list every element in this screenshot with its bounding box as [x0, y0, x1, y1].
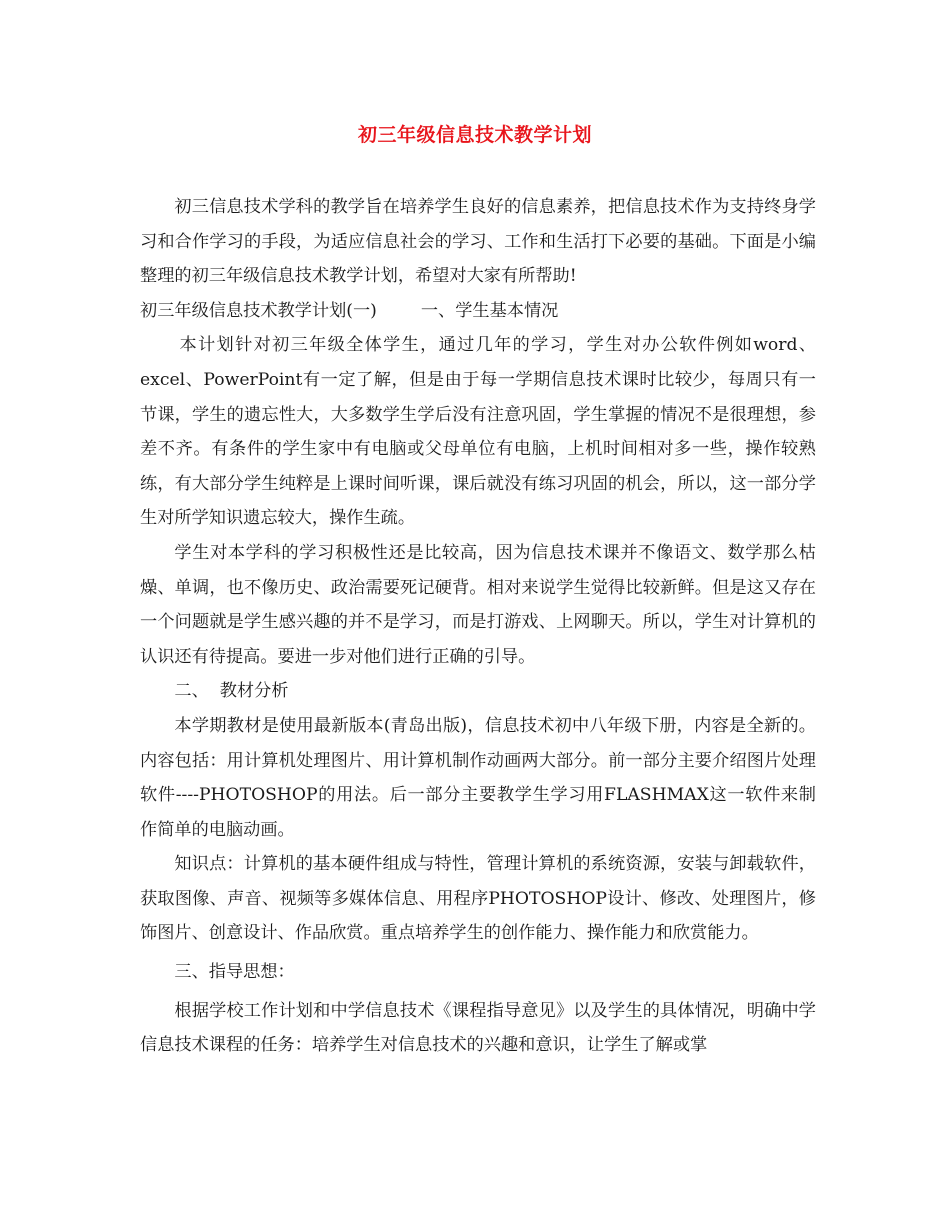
section2-paragraph-1: 本学期教材是使用最新版本(青岛出版)，信息技术初中八年级下册，内容是全新的。内容包括：用计算机处理图片、用计算机制作动画两大部分。前一部分主要介绍图片处理软件----PHOTOSHOP的用法。后一部分主要教学生学习用FLASHMAX这一软件来制作简单的电脑动画。 — [140, 715, 816, 840]
plan-heading: 初三年级信息技术教学计划(一) — [140, 300, 377, 321]
section1-paragraph-1: 本计划针对初三年级全体学生，通过几年的学习，学生对办公软件例如word、excel、PowerPoint有一定了解，但是由于每一学期信息技术课时比较少，每周只有一节课，学生的遗忘性大，大多数学生学后没有注意巩固，学生掌握的情况不是很理想，参差不齐。有条件的学生家中有电脑或父母单位有电脑，上机时间相对多一些，操作较熟练，有大部分学生纯粹是上课时间听课，课后就没有练习巩固的机会，所以，这一部分学生对所学知识遗忘较大，操作生疏。 — [140, 335, 816, 529]
plan-heading-line — [140, 294, 816, 329]
section2-heading: 二、 教材分析 — [174, 681, 289, 702]
document-title: 初三年级信息技术教学计划 — [357, 124, 592, 146]
section1-paragraph-2: 学生对本学科的学习积极性还是比较高，因为信息技术课并不像语文、数学那么枯燥、单调，也不像历史、政治需要死记硬背。相对来说学生觉得比较新鲜。但是这又存在一个问题就是学生感兴趣的并不是学习，而是打游戏、上网聊天。所以，学生对计算机的认识还有待提高。要进一步对他们进行正确的引导。 — [140, 542, 816, 667]
document-body — [140, 190, 816, 1063]
section3-heading: 三、指导思想： — [174, 962, 295, 983]
section2-paragraph-2: 知识点：计算机的基本硬件组成与特性，管理计算机的系统资源，安装与卸载软件，获取图像、声音、视频等多媒体信息、用程序PHOTOSHOP设计、修改、处理图片，修饰图片、创意设计、作品欣赏。重点培养学生的创作能力、操作能力和欣赏能力。 — [140, 854, 816, 944]
section3-paragraph-1: 根据学校工作计划和中学信息技术《课程指导意见》以及学生的具体情况，明确中学信息技术课程的任务：培养学生对信息技术的兴趣和意识，让学生了解或掌 — [140, 1000, 816, 1056]
intro-paragraph: 初三信息技术学科的教学旨在培养学生良好的信息素养，把信息技术作为支持终身学习和合作学习的手段，为适应信息社会的学习、工作和生活打下必要的基础。下面是小编整理的初三年级信息技术教学计划，希望对大家有所帮助! — [140, 197, 816, 287]
section1-heading: 一、学生基本情况 — [420, 300, 559, 321]
